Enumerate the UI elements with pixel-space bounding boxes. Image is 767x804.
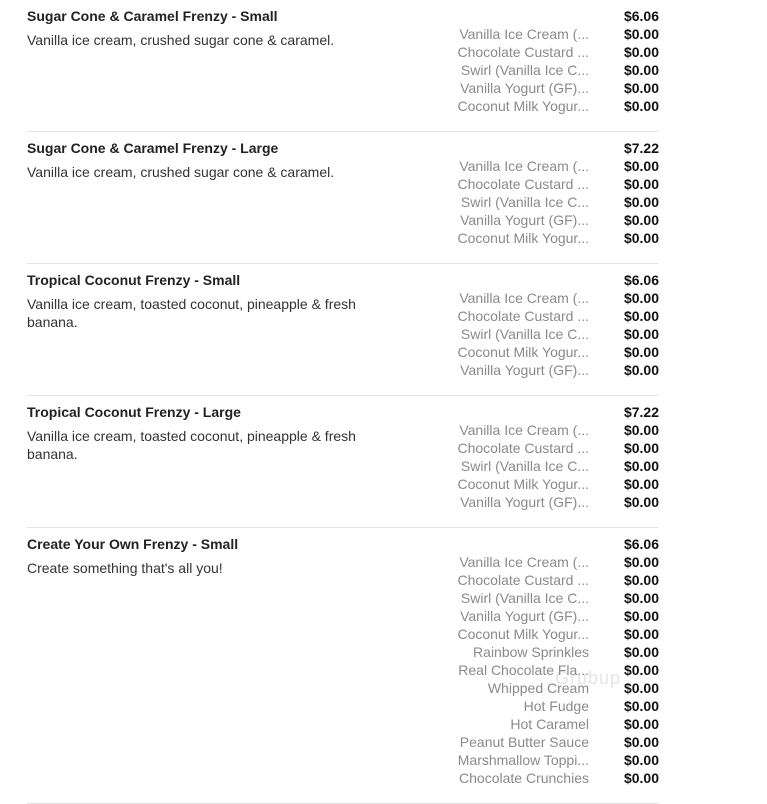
option-row[interactable]	[449, 643, 659, 661]
option-price: $0.00	[623, 734, 659, 750]
option-name: Real Chocolate Fla...	[458, 662, 589, 678]
option-name: Vanilla Yogurt (GF)...	[460, 494, 589, 510]
option-price: $0.00	[623, 752, 659, 768]
option-price: $0.00	[623, 554, 659, 570]
menu-item-title[interactable]: Tropical Coconut Frenzy - Small	[27, 272, 241, 288]
option-row[interactable]	[449, 361, 659, 379]
price-column	[449, 139, 659, 247]
option-row[interactable]	[449, 307, 659, 325]
menu-item-description: Vanilla ice cream, crushed sugar cone & caramel.	[27, 32, 335, 48]
menu-list	[27, 0, 659, 804]
option-name: Vanilla Ice Cream (...	[459, 422, 589, 438]
option-name: Vanilla Ice Cream (...	[459, 26, 589, 42]
option-name: Coconut Milk Yogur...	[457, 230, 589, 246]
menu-item-description: Vanilla ice cream, toasted coconut, pineapple & fresh banana.	[27, 296, 356, 330]
option-price: $0.00	[623, 158, 659, 174]
menu-item-title[interactable]: Sugar Cone & Caramel Frenzy - Large	[27, 140, 279, 156]
option-row[interactable]	[449, 175, 659, 193]
option-price: $0.00	[623, 26, 659, 42]
option-name: Coconut Milk Yogur...	[457, 344, 589, 360]
option-name: Rainbow Sprinkles	[473, 644, 589, 660]
option-price: $0.00	[623, 362, 659, 378]
option-price: $0.00	[623, 644, 659, 660]
option-price: $0.00	[623, 212, 659, 228]
option-price: $0.00	[623, 494, 659, 510]
option-row[interactable]	[449, 79, 659, 97]
option-name: Vanilla Yogurt (GF)...	[460, 212, 589, 228]
option-price: $0.00	[623, 326, 659, 342]
option-name: Coconut Milk Yogur...	[457, 98, 589, 114]
option-name: Chocolate Custard ...	[457, 176, 589, 192]
option-name: Peanut Butter Sauce	[459, 734, 589, 750]
option-row[interactable]	[449, 157, 659, 175]
option-row[interactable]	[449, 325, 659, 343]
option-price: $0.00	[623, 716, 659, 732]
option-name: Chocolate Custard ...	[457, 440, 589, 456]
option-row[interactable]	[449, 43, 659, 61]
option-row[interactable]	[449, 97, 659, 115]
option-name: Coconut Milk Yogur...	[457, 476, 589, 492]
option-row[interactable]	[449, 697, 659, 715]
option-price: $0.00	[623, 608, 659, 624]
menu-item-title[interactable]: Tropical Coconut Frenzy - Large	[27, 404, 241, 420]
option-price: $0.00	[623, 98, 659, 114]
option-price: $0.00	[623, 476, 659, 492]
menu-item-description: Create something that's all you!	[27, 560, 223, 576]
option-row[interactable]	[449, 457, 659, 475]
option-row[interactable]	[449, 421, 659, 439]
option-row[interactable]	[449, 439, 659, 457]
option-row[interactable]	[449, 193, 659, 211]
option-name: Chocolate Custard ...	[457, 44, 589, 60]
option-row[interactable]	[449, 475, 659, 493]
option-price: $0.00	[623, 344, 659, 360]
option-name: Vanilla Yogurt (GF)...	[460, 80, 589, 96]
option-row[interactable]	[449, 493, 659, 511]
option-row[interactable]	[449, 625, 659, 643]
option-row[interactable]	[449, 715, 659, 733]
option-name: Swirl (Vanilla Ice C...	[460, 326, 589, 342]
option-name: Chocolate Custard ...	[457, 308, 589, 324]
option-name: Vanilla Yogurt (GF)...	[460, 608, 589, 624]
option-price: $0.00	[623, 458, 659, 474]
option-price: $0.00	[623, 680, 659, 696]
option-row[interactable]	[449, 25, 659, 43]
option-name: Vanilla Ice Cream (...	[459, 554, 589, 570]
option-name: Vanilla Yogurt (GF)...	[460, 362, 589, 378]
option-name: Vanilla Ice Cream (...	[459, 158, 589, 174]
menu-item-price: $6.06	[623, 8, 659, 24]
menu-item-description: Vanilla ice cream, toasted coconut, pineapple & fresh banana.	[27, 428, 356, 462]
price-column	[449, 271, 659, 379]
option-name: Swirl (Vanilla Ice C...	[460, 194, 589, 210]
option-row[interactable]	[449, 661, 659, 679]
option-price: $0.00	[623, 194, 659, 210]
option-name: Marshmallow Toppi...	[457, 752, 589, 768]
menu-item[interactable]	[27, 396, 659, 528]
option-row[interactable]	[449, 751, 659, 769]
option-row[interactable]	[449, 769, 659, 787]
menu-item-price: $6.06	[623, 272, 659, 288]
option-name: Chocolate Custard ...	[457, 572, 589, 588]
option-price: $0.00	[623, 62, 659, 78]
option-price: $0.00	[623, 308, 659, 324]
menu-item-title[interactable]: Sugar Cone & Caramel Frenzy - Small	[27, 8, 278, 24]
option-name: Swirl (Vanilla Ice C...	[460, 590, 589, 606]
option-price: $0.00	[623, 662, 659, 678]
option-row[interactable]	[449, 343, 659, 361]
option-row[interactable]	[449, 61, 659, 79]
watermark: Grubup	[555, 668, 622, 688]
option-price: $0.00	[623, 572, 659, 588]
option-price: $0.00	[623, 80, 659, 96]
option-price: $0.00	[623, 422, 659, 438]
price-column	[449, 403, 659, 511]
option-name: Swirl (Vanilla Ice C...	[460, 458, 589, 474]
menu-item[interactable]	[27, 0, 659, 132]
option-price: $0.00	[623, 440, 659, 456]
option-name: Hot Fudge	[523, 698, 589, 714]
option-row[interactable]	[449, 733, 659, 751]
option-name: Vanilla Ice Cream (...	[459, 290, 589, 306]
menu-item-description: Vanilla ice cream, crushed sugar cone & caramel.	[27, 164, 335, 180]
option-price: $0.00	[623, 626, 659, 642]
menu-item-price: $7.22	[623, 404, 659, 420]
option-name: Chocolate Crunchies	[459, 770, 589, 786]
option-price: $0.00	[623, 290, 659, 306]
option-row[interactable]	[449, 589, 659, 607]
option-row[interactable]	[449, 229, 659, 247]
option-name: Swirl (Vanilla Ice C...	[460, 62, 589, 78]
option-name: Hot Caramel	[510, 716, 589, 732]
option-row[interactable]	[449, 553, 659, 571]
option-name: Whipped Cream	[487, 680, 589, 696]
price-column	[449, 7, 659, 115]
option-row[interactable]	[449, 679, 659, 697]
menu-item[interactable]	[27, 264, 659, 396]
menu-item-price: $6.06	[623, 536, 659, 552]
option-name: Coconut Milk Yogur...	[457, 626, 589, 642]
menu-item-title[interactable]: Create Your Own Frenzy - Small	[27, 536, 239, 552]
option-row[interactable]	[449, 607, 659, 625]
option-price: $0.00	[623, 770, 659, 786]
menu-item-price: $7.22	[623, 140, 659, 156]
option-row[interactable]	[449, 211, 659, 229]
option-price: $0.00	[623, 230, 659, 246]
menu-item[interactable]	[27, 132, 659, 264]
option-price: $0.00	[623, 176, 659, 192]
option-row[interactable]	[449, 289, 659, 307]
option-price: $0.00	[623, 44, 659, 60]
option-price: $0.00	[623, 698, 659, 714]
option-row[interactable]	[449, 571, 659, 589]
option-price: $0.00	[623, 590, 659, 606]
price-column	[449, 535, 659, 787]
